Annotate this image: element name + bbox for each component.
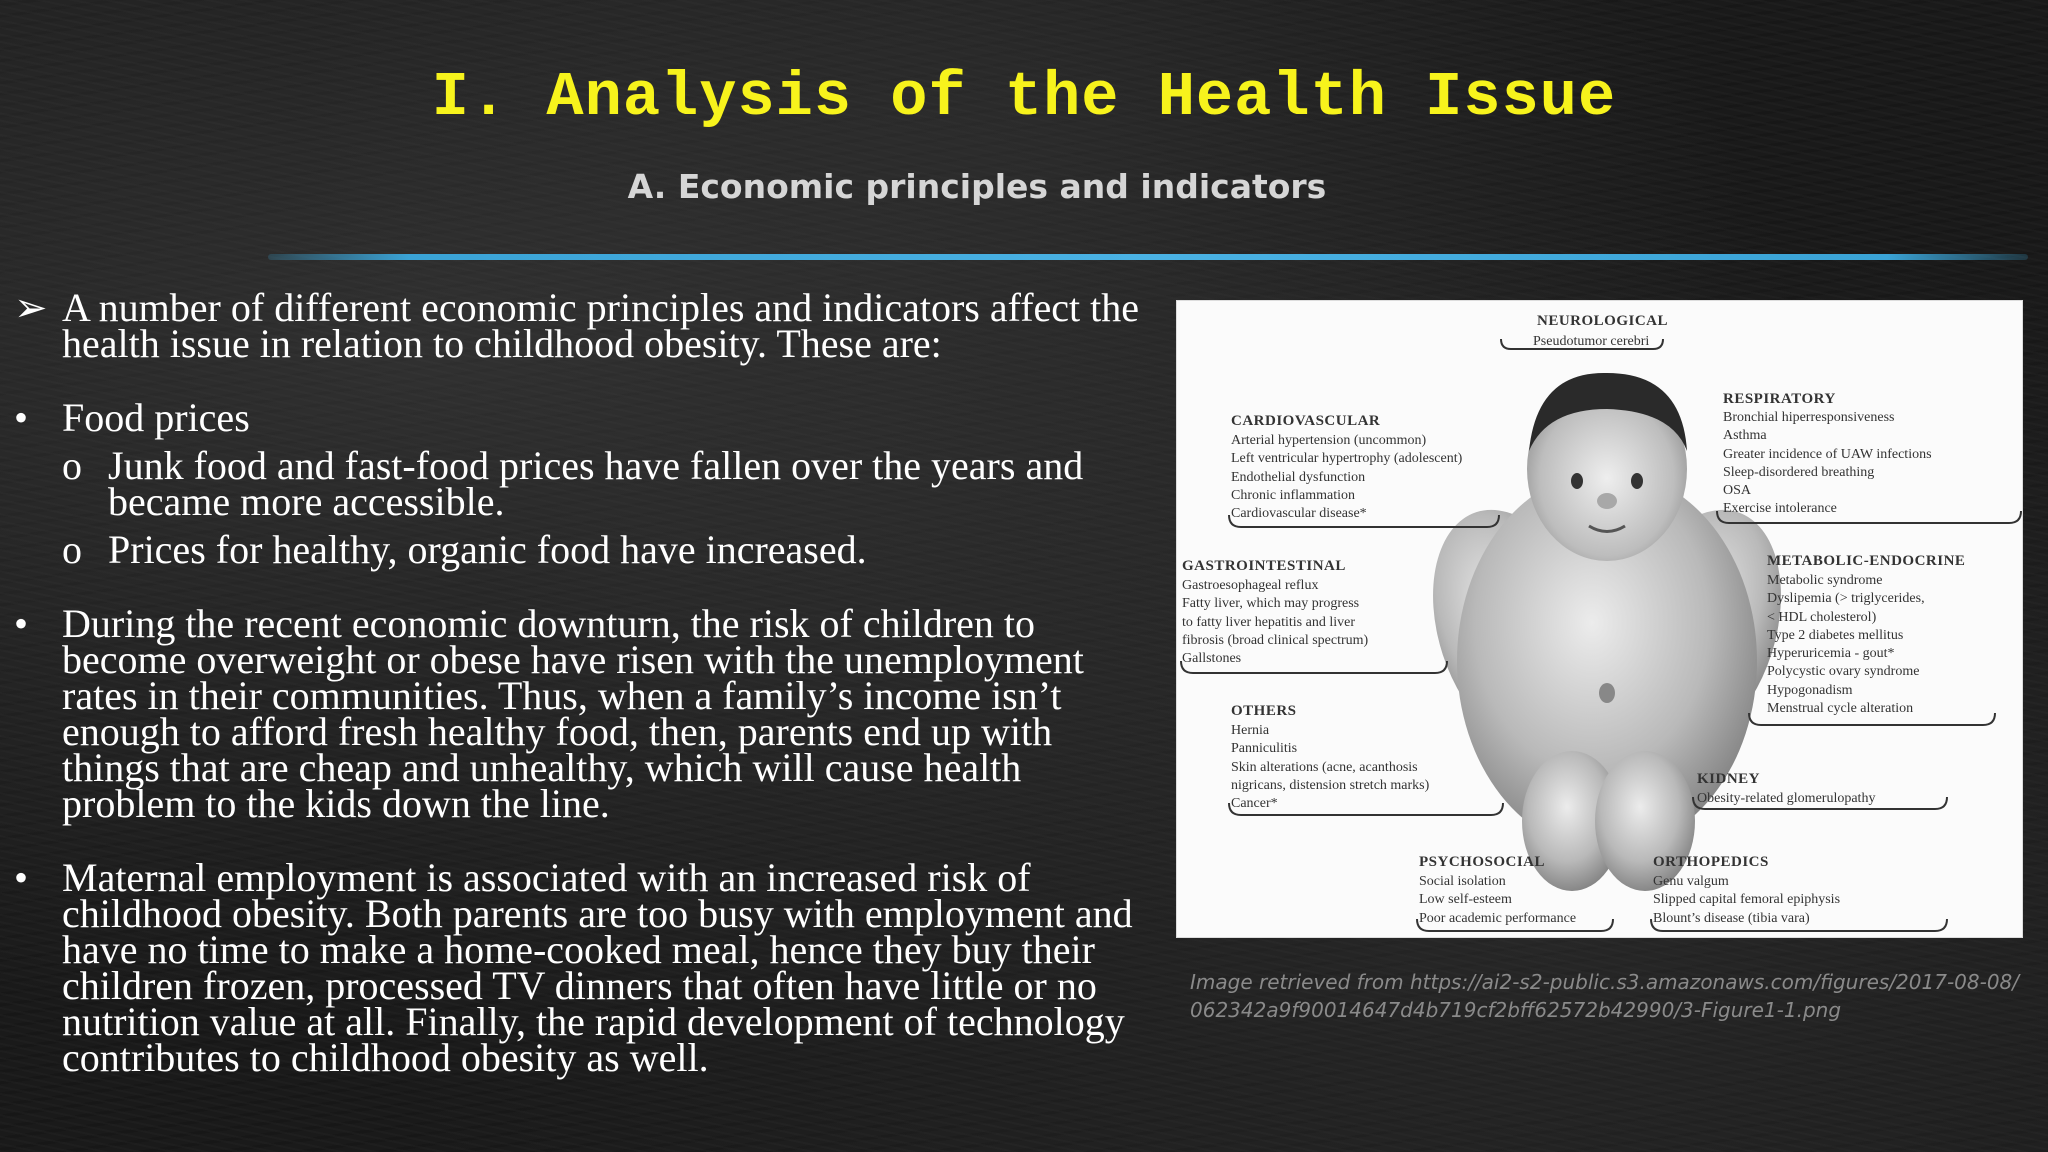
metabolic-item: Menstrual cycle alteration bbox=[1767, 701, 1914, 717]
metabolic-item: Hyperuricemia - gout* bbox=[1767, 646, 1895, 662]
cardiovascular-item: Left ventricular hypertrophy (adolescent) bbox=[1231, 451, 1463, 467]
respiratory-bracket bbox=[1713, 509, 2023, 527]
metabolic-item: Type 2 diabetes mellitus bbox=[1767, 627, 1904, 643]
intro-text: A number of different economic principles and indicators affect the health issue in relation to childhood obesity. These are: bbox=[62, 285, 1140, 366]
gastrointestinal-item: fibrosis (broad clinical spectrum) bbox=[1182, 632, 1369, 648]
others-item: nigricans, distension stretch marks) bbox=[1231, 777, 1430, 793]
bullet-food-prices bbox=[14, 395, 1154, 440]
orthopedics-bracket bbox=[1647, 917, 1953, 935]
bullet-economic-downturn bbox=[14, 601, 1154, 826]
orthopedics-item: Genu valgum bbox=[1653, 874, 1729, 889]
gastrointestinal-heading: GASTROINTESTINAL bbox=[1182, 558, 1346, 574]
arrow-bullet-icon: ➢ bbox=[14, 285, 48, 330]
orthopedics-item: Slipped capital femoral epiphysis bbox=[1653, 892, 1841, 908]
cardiovascular-heading: CARDIOVASCULAR bbox=[1231, 413, 1381, 429]
bullet-text: Maternal employment is associated with an increased risk of childhood obesity. Both parents are too busy with employment and have no time to make a home-cooked meal, hence they buy their children frozen, processed TV dinners that often have little or no nutrition value at all. Finally, the rapid development of technology contributes to childhood obesity as well. bbox=[62, 855, 1133, 1080]
orthopedics-item: Blount’s disease (tibia vara) bbox=[1653, 910, 1810, 926]
cardiovascular-item: Arterial hypertension (uncommon) bbox=[1231, 433, 1427, 448]
cardiovascular-bracket bbox=[1225, 513, 1505, 531]
cardiovascular-list bbox=[1231, 432, 1462, 523]
bullet-text: During the recent economic downturn, the risk of children to become overweight or obese have risen with the unemployment rates in their communities. Thus, when a family’s income isn’t enough to afford fresh healthy food, then, parents end up with things that are cheap and unhealthy, which will cause health problem to the kids down the line. bbox=[62, 601, 1084, 826]
sub-bullet-text: Junk food and fast-food prices have fallen over the years and became more accessible. bbox=[108, 443, 1084, 524]
gastrointestinal-item: Gallstones bbox=[1182, 651, 1242, 667]
neurological-bracket bbox=[1497, 337, 1667, 351]
metabolic-item: < HDL cholesterol) bbox=[1767, 609, 1877, 625]
metabolic-item: Hypogonadism bbox=[1767, 682, 1853, 698]
gastrointestinal-item: to fatty liver hepatitis and liver bbox=[1182, 614, 1356, 630]
gastrointestinal-item: Fatty liver, which may progress bbox=[1182, 596, 1360, 612]
title-divider bbox=[268, 254, 2028, 260]
orthopedics-heading: ORTHOPEDICS bbox=[1653, 854, 1769, 870]
others-list bbox=[1231, 722, 1429, 813]
cardiovascular-item: Endothelial dysfunction bbox=[1231, 469, 1366, 485]
bullet-dot-icon: • bbox=[14, 601, 29, 646]
psychosocial-heading: PSYCHOSOCIAL bbox=[1419, 854, 1546, 870]
others-item: Cancer* bbox=[1231, 796, 1278, 812]
bullet-maternal-employment bbox=[14, 855, 1154, 1080]
respiratory-item: Sleep-disordered breathing bbox=[1723, 464, 1875, 480]
others-bracket bbox=[1225, 801, 1509, 819]
respiratory-item: Asthma bbox=[1723, 428, 1767, 444]
respiratory-item: OSA bbox=[1723, 483, 1752, 499]
metabolic-item: Metabolic syndrome bbox=[1767, 573, 1883, 588]
gastrointestinal-list bbox=[1182, 577, 1368, 668]
respiratory-item: Exercise intolerance bbox=[1723, 501, 1837, 517]
respiratory-list bbox=[1723, 409, 1932, 519]
metabolic-endocrine-list bbox=[1767, 572, 1925, 718]
obesity-complications-figure bbox=[1176, 300, 2023, 938]
psychosocial-item: Low self-esteem bbox=[1419, 892, 1512, 908]
image-source-caption: Image retrieved from https://ai2-s2-public.s3.amazonaws.com/figures/2017-08-08/062342a9f90014647d4b719cf2bff62572b42990/3-Figure1-1.png bbox=[1190, 970, 2020, 1022]
metabolic-endocrine-bracket bbox=[1745, 711, 2001, 729]
sub-bullet-healthy-food bbox=[14, 527, 1154, 572]
others-heading: OTHERS bbox=[1231, 703, 1297, 719]
neurological-heading: NEUROLOGICAL bbox=[1537, 313, 1669, 329]
neurological-item: Pseudotumor cerebri bbox=[1533, 334, 1650, 349]
cardiovascular-item: Cardiovascular disease* bbox=[1231, 506, 1367, 522]
kidney-item: Obesity-related glomerulopathy bbox=[1697, 791, 1876, 806]
bullet-dot-icon: • bbox=[14, 395, 29, 440]
psychosocial-bracket bbox=[1413, 917, 1619, 935]
psychosocial-item: Social isolation bbox=[1419, 874, 1506, 889]
slide-subtitle: A. Economic principles and indicators bbox=[627, 167, 1327, 206]
slide-body bbox=[14, 285, 1154, 1080]
kidney-heading: KIDNEY bbox=[1697, 771, 1761, 787]
cardiovascular-item: Chronic inflammation bbox=[1231, 487, 1356, 503]
bullet-text: Food prices bbox=[62, 395, 250, 440]
gastrointestinal-item: Gastroesophageal reflux bbox=[1182, 578, 1319, 593]
gastrointestinal-bracket bbox=[1177, 659, 1453, 677]
respiratory-item: Bronchial hiperresponsiveness bbox=[1723, 410, 1895, 425]
intro-paragraph bbox=[14, 285, 1154, 366]
slide-title: I. Analysis of the Health Issue bbox=[431, 62, 1617, 133]
sub-bullet-text: Prices for healthy, organic food have increased. bbox=[108, 527, 867, 572]
psychosocial-item: Poor academic performance bbox=[1419, 910, 1577, 926]
metabolic-item: Dyslipemia (> triglycerides, bbox=[1767, 591, 1925, 607]
circle-bullet-icon: o bbox=[62, 527, 82, 572]
respiratory-heading: RESPIRATORY bbox=[1723, 391, 1836, 407]
sub-bullet-junk-food bbox=[14, 443, 1154, 524]
others-item: Skin alterations (acne, acanthosis bbox=[1231, 759, 1418, 775]
metabolic-item: Polycystic ovary syndrome bbox=[1767, 664, 1920, 680]
others-item: Hernia bbox=[1231, 723, 1270, 738]
kidney-bracket bbox=[1689, 795, 1953, 813]
circle-bullet-icon: o bbox=[62, 443, 82, 488]
metabolic-endocrine-heading: METABOLIC-ENDOCRINE bbox=[1767, 553, 1966, 569]
bullet-dot-icon: • bbox=[14, 855, 29, 900]
respiratory-item: Greater incidence of UAW infections bbox=[1723, 446, 1932, 462]
others-item: Panniculitis bbox=[1231, 741, 1298, 757]
